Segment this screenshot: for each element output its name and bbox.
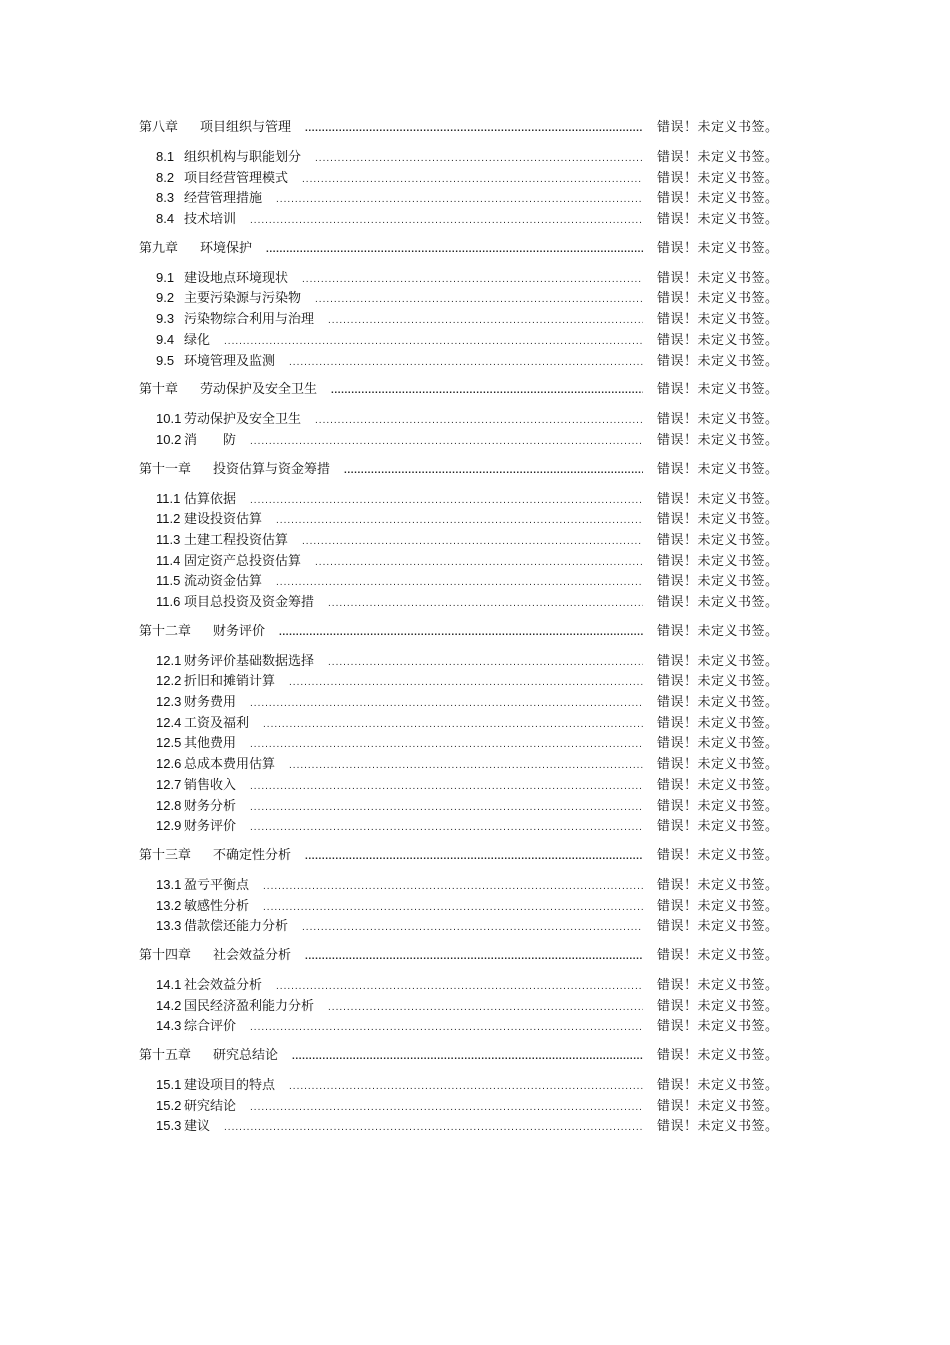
- section-title: 财务评价基础数据选择: [184, 653, 315, 669]
- toc-chapter-entry[interactable]: [139, 844, 779, 866]
- dot-leader: [250, 1019, 643, 1033]
- dot-leader: [250, 819, 643, 833]
- dot-leader: [250, 492, 643, 506]
- section-number: 14.3: [156, 1018, 182, 1034]
- chapter-title: 不确定性分析: [213, 847, 292, 863]
- dot-leader: [250, 433, 643, 447]
- page-reference: 错误！未定义书签。: [657, 1119, 779, 1135]
- page-reference: 错误！未定义书签。: [657, 695, 779, 711]
- page-reference: 错误！未定义书签。: [657, 653, 779, 669]
- toc-section-entry[interactable]: [139, 795, 779, 816]
- section-number: 11.4: [156, 552, 181, 568]
- page-reference: 错误！未定义书签。: [657, 736, 779, 752]
- toc-section-entry[interactable]: [139, 488, 779, 509]
- chapter-number: 第八章: [139, 119, 179, 134]
- toc-section-entry[interactable]: [139, 287, 779, 308]
- section-number: 12.2: [156, 673, 182, 689]
- section-title: 敏感性分析: [184, 898, 250, 914]
- section-title: 主要污染源与污染物: [184, 291, 302, 307]
- dot-leader: [289, 1078, 643, 1092]
- toc-section-entry[interactable]: [139, 167, 779, 188]
- dot-leader: [315, 554, 643, 568]
- dot-leader: [276, 191, 643, 205]
- toc-section-entry[interactable]: [139, 1095, 779, 1116]
- toc-section-entry[interactable]: [139, 895, 779, 916]
- section-title: 劳动保护及安全卫生: [184, 412, 302, 428]
- toc-chapter-entry[interactable]: [139, 116, 779, 138]
- page-reference: 错误！未定义书签。: [657, 512, 779, 528]
- dot-leader: [331, 382, 643, 396]
- page-reference: 错误！未定义书签。: [657, 432, 779, 448]
- toc-section-entry[interactable]: [139, 1074, 779, 1095]
- section-title: 污染物综合利用与治理: [184, 312, 315, 328]
- page-reference: 错误！未定义书签。: [657, 1019, 779, 1035]
- dot-leader: [276, 574, 643, 588]
- page-reference: 错误！未定义书签。: [657, 353, 779, 369]
- section-number: 12.5: [156, 735, 182, 751]
- dot-leader: [328, 312, 643, 326]
- chapter-title: 投资估算与资金筹措: [213, 461, 331, 477]
- section-number: 8.3: [156, 190, 175, 206]
- section-number: 8.2: [156, 169, 175, 185]
- dot-leader: [302, 171, 643, 185]
- dot-leader: [250, 1099, 643, 1113]
- page-reference: 错误！未定义书签。: [657, 595, 779, 610]
- section-number: 9.5: [156, 352, 175, 368]
- section-title: 总成本费用估算: [184, 757, 276, 773]
- section-title: 环境管理及监测: [184, 353, 276, 369]
- toc-section-entry[interactable]: [139, 691, 779, 712]
- dot-leader: [305, 848, 643, 862]
- dot-leader: [328, 999, 643, 1013]
- section-number: 15.1: [156, 1077, 182, 1092]
- section-title: 财务分析: [184, 798, 237, 814]
- page-reference: 错误！未定义书签。: [657, 382, 779, 398]
- section-title: 销售收入: [184, 777, 237, 793]
- section-title: 社会效益分析: [184, 977, 263, 993]
- section-number: 11.2: [156, 511, 181, 527]
- toc-section-entry[interactable]: [139, 187, 779, 208]
- dot-leader: [289, 674, 643, 688]
- chapter-title: 项目组织与管理: [200, 120, 292, 135]
- page-reference: 错误！未定义书签。: [657, 977, 779, 993]
- page-reference: 错误！未定义书签。: [657, 798, 779, 814]
- page-reference: 错误！未定义书签。: [657, 1078, 779, 1093]
- section-title: 建议: [184, 1119, 211, 1135]
- page-reference: 错误！未定义书签。: [657, 947, 779, 963]
- section-number: 12.1: [156, 652, 182, 668]
- section-number: 13.1: [156, 876, 182, 892]
- section-title: 组织机构与职能划分: [184, 150, 302, 165]
- section-number: 13.3: [156, 918, 182, 934]
- toc-section-entry[interactable]: [139, 650, 779, 671]
- chapter-number: 第十五章: [139, 1047, 192, 1062]
- toc-chapter-entry[interactable]: [139, 1044, 779, 1066]
- toc-chapter-entry[interactable]: [139, 458, 779, 480]
- section-number: 9.2: [156, 290, 175, 306]
- page-reference: 错误！未定义书签。: [657, 623, 779, 639]
- section-title: 项目总投资及资金筹措: [184, 595, 315, 610]
- section-number: 11.3: [156, 531, 181, 547]
- toc-section-entry[interactable]: [139, 732, 779, 753]
- toc-section-entry[interactable]: [139, 429, 779, 450]
- table-of-contents: [139, 116, 779, 1136]
- section-number: 12.6: [156, 756, 182, 772]
- page-reference: 错误！未定义书签。: [657, 877, 779, 893]
- section-title: 工资及福利: [184, 715, 250, 731]
- chapter-title: 研究总结论: [213, 1048, 279, 1063]
- dot-leader: [263, 899, 643, 913]
- dot-leader: [344, 462, 643, 476]
- section-number: 9.4: [156, 331, 175, 347]
- page-reference: 错误！未定义书签。: [657, 191, 779, 207]
- page-reference: 错误！未定义书签。: [657, 170, 779, 186]
- chapter-number: 第十四章: [139, 946, 192, 962]
- section-number: 13.2: [156, 897, 182, 913]
- dot-leader: [305, 948, 643, 962]
- section-title: 折旧和摊销计算: [184, 674, 276, 690]
- page-reference: 错误！未定义书签。: [657, 120, 779, 135]
- section-number: 9.1: [156, 269, 175, 285]
- section-number: 10.2: [156, 431, 182, 447]
- dot-leader: [224, 1119, 643, 1133]
- dot-leader: [302, 533, 643, 547]
- page-reference: 错误！未定义书签。: [657, 491, 779, 507]
- section-title: 建设地点环境现状: [184, 270, 289, 286]
- toc-section-entry[interactable]: [139, 815, 779, 836]
- page-reference: 错误！未定义书签。: [657, 847, 779, 863]
- section-title: 财务评价: [184, 819, 237, 835]
- section-title: 技术培训: [184, 212, 237, 228]
- toc-section-entry[interactable]: [139, 308, 779, 329]
- dot-leader: [315, 291, 643, 305]
- dot-leader: [305, 120, 643, 134]
- section-title: 绿化: [184, 332, 211, 348]
- section-title: 综合评价: [184, 1019, 237, 1035]
- toc-section-entry[interactable]: [139, 670, 779, 691]
- chapter-number: 第九章: [139, 239, 179, 255]
- section-number: 11.1: [156, 490, 181, 506]
- toc-section-entry[interactable]: [139, 915, 779, 936]
- dot-leader: [292, 1048, 643, 1062]
- dot-leader: [315, 150, 643, 164]
- section-title: 流动资金估算: [184, 574, 263, 590]
- chapter-title: 劳动保护及安全卫生: [200, 382, 318, 398]
- page-reference: 错误！未定义书签。: [657, 532, 779, 548]
- page-reference: 错误！未定义书签。: [657, 777, 779, 793]
- dot-leader: [302, 271, 643, 285]
- page-reference: 错误！未定义书签。: [657, 998, 779, 1014]
- toc-chapter-entry[interactable]: [139, 378, 779, 400]
- toc-chapter-entry[interactable]: [139, 237, 779, 259]
- dot-leader: [302, 919, 643, 933]
- dot-leader: [289, 354, 643, 368]
- toc-section-entry[interactable]: [139, 267, 779, 288]
- section-number: 8.4: [156, 211, 175, 227]
- page-reference: 错误！未定义书签。: [657, 898, 779, 914]
- page-reference: 错误！未定义书签。: [657, 312, 779, 328]
- chapter-number: 第十二章: [139, 622, 192, 638]
- section-title: 经营管理措施: [184, 191, 263, 207]
- chapter-title: 社会效益分析: [213, 947, 292, 963]
- dot-leader: [289, 757, 643, 771]
- dot-leader: [250, 736, 643, 750]
- toc-section-entry[interactable]: [139, 329, 779, 350]
- section-title: 土建工程投资估算: [184, 532, 289, 548]
- dot-leader: [328, 654, 643, 668]
- dot-leader: [250, 778, 643, 792]
- section-title: 建设投资估算: [184, 512, 263, 528]
- section-title: 其他费用: [184, 736, 237, 752]
- dot-leader: [276, 512, 643, 526]
- page-reference: 错误！未定义书签。: [657, 1098, 779, 1114]
- section-number: 14.1: [156, 976, 182, 992]
- page-reference: 错误！未定义书签。: [657, 574, 779, 590]
- toc-section-entry[interactable]: [139, 350, 779, 371]
- page-reference: 错误！未定义书签。: [657, 332, 779, 348]
- chapter-title: 财务评价: [213, 623, 266, 639]
- page-reference: 错误！未定义书签。: [657, 212, 779, 228]
- toc-section-entry[interactable]: [139, 753, 779, 774]
- section-number: 11.5: [156, 573, 181, 589]
- page-reference: 错误！未定义书签。: [657, 715, 779, 731]
- section-title: 盈亏平衡点: [184, 877, 250, 893]
- dot-leader: [224, 333, 643, 347]
- dot-leader: [276, 978, 643, 992]
- chapter-number: 第十章: [139, 381, 179, 397]
- toc-section-entry[interactable]: [139, 208, 779, 229]
- toc-section-entry[interactable]: [139, 1015, 779, 1036]
- dot-leader: [263, 878, 643, 892]
- toc-section-entry[interactable]: [139, 146, 779, 167]
- toc-section-entry[interactable]: [139, 550, 779, 571]
- chapter-number: 第十三章: [139, 846, 192, 862]
- dot-leader: [279, 624, 643, 638]
- page-reference: 错误！未定义书签。: [657, 291, 779, 307]
- page-reference: 错误！未定义书签。: [657, 461, 779, 477]
- page-reference: 错误！未定义书签。: [657, 819, 779, 835]
- chapter-title: 环境保护: [200, 240, 253, 256]
- toc-section-entry[interactable]: [139, 874, 779, 895]
- toc-chapter-entry[interactable]: [139, 620, 779, 642]
- page-reference: 错误！未定义书签。: [657, 757, 779, 773]
- section-title: 研究结论: [184, 1098, 237, 1114]
- dot-leader: [263, 716, 643, 730]
- toc-section-entry[interactable]: [139, 529, 779, 550]
- section-title: 建设项目的特点: [184, 1078, 276, 1093]
- section-number: 12.8: [156, 797, 182, 813]
- dot-leader: [315, 412, 643, 426]
- dot-leader: [266, 241, 643, 255]
- toc-section-entry[interactable]: [139, 995, 779, 1016]
- section-title: 财务费用: [184, 695, 237, 711]
- toc-section-entry[interactable]: [139, 974, 779, 995]
- dot-leader: [250, 695, 643, 709]
- section-number: 8.1: [156, 149, 175, 164]
- page-reference: 错误！未定义书签。: [657, 674, 779, 690]
- section-title: 国民经济盈利能力分析: [184, 998, 315, 1014]
- section-number: 15.2: [156, 1097, 182, 1113]
- toc-chapter-entry[interactable]: [139, 944, 779, 966]
- section-title: 项目经营管理模式: [184, 170, 289, 186]
- section-title: 估算依据: [184, 491, 237, 507]
- toc-section-entry[interactable]: [139, 712, 779, 733]
- section-title: 固定资产总投资估算: [184, 553, 302, 569]
- toc-section-entry[interactable]: [139, 1115, 779, 1136]
- section-number: 12.3: [156, 694, 182, 710]
- section-number: 12.4: [156, 714, 182, 730]
- section-title: 消 防: [184, 432, 237, 448]
- section-number: 11.6: [156, 594, 181, 609]
- section-number: 15.3: [156, 1118, 182, 1134]
- section-number: 10.1: [156, 411, 182, 427]
- page-reference: 错误！未定义书签。: [657, 240, 779, 256]
- section-number: 9.3: [156, 311, 175, 327]
- toc-section-entry[interactable]: [139, 408, 779, 429]
- page-reference: 错误！未定义书签。: [657, 1048, 779, 1063]
- section-number: 12.7: [156, 776, 182, 792]
- dot-leader: [328, 595, 643, 609]
- dot-leader: [250, 799, 643, 813]
- toc-section-entry[interactable]: [139, 774, 779, 795]
- section-number: 14.2: [156, 997, 182, 1013]
- page-reference: 错误！未定义书签。: [657, 919, 779, 935]
- section-title: 借款偿还能力分析: [184, 919, 289, 935]
- section-number: 12.9: [156, 818, 182, 834]
- toc-section-entry[interactable]: [139, 508, 779, 529]
- page-reference: 错误！未定义书签。: [657, 412, 779, 428]
- toc-section-entry[interactable]: [139, 570, 779, 591]
- chapter-number: 第十一章: [139, 460, 192, 476]
- page-reference: 错误！未定义书签。: [657, 270, 779, 286]
- toc-section-entry[interactable]: [139, 591, 779, 612]
- page-reference: 错误！未定义书签。: [657, 553, 779, 569]
- dot-leader: [250, 212, 643, 226]
- page-reference: 错误！未定义书签。: [657, 150, 779, 165]
